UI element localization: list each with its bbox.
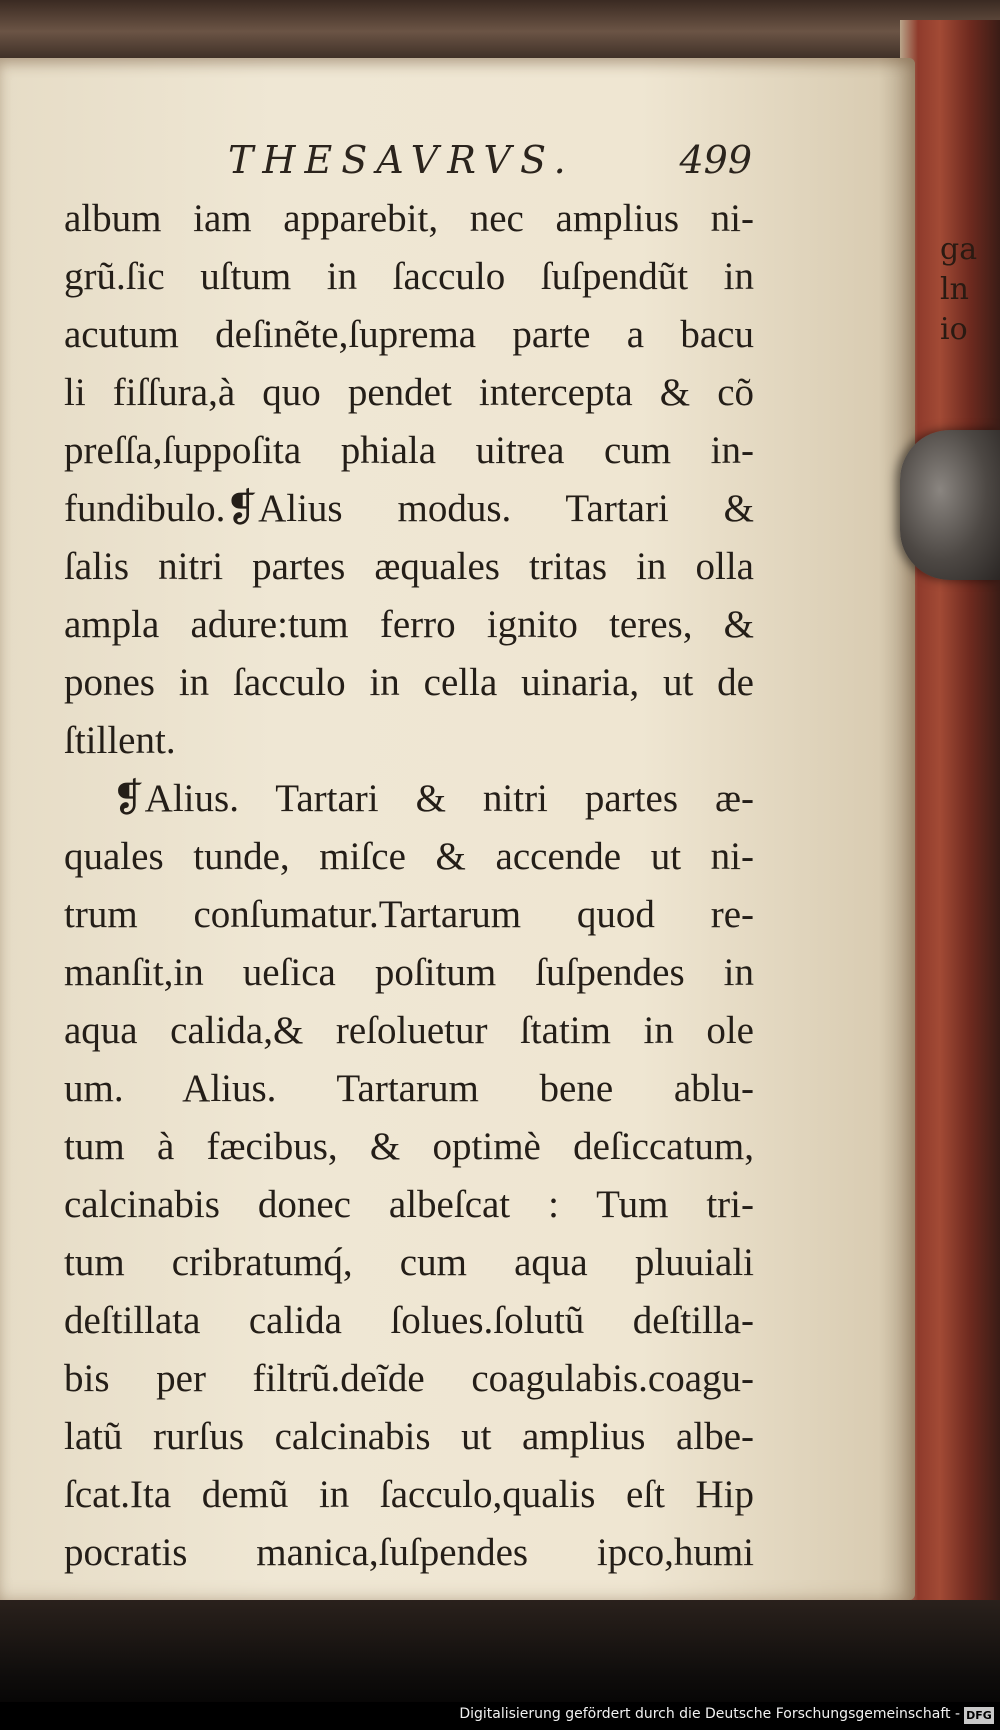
text-line: li fiſſura,à quo pendet intercepta & cõ [64, 371, 754, 414]
footer-bar [0, 1702, 1000, 1730]
page-number: 499 [679, 138, 752, 182]
text-line: preſſa,ſuppoſita phiala uitrea cum in- [64, 429, 754, 472]
text-line: acutum deſinẽte,ſuprema parte a bacu [64, 313, 754, 356]
running-title: THESAVRVS. [228, 138, 575, 182]
fore-edge-line: ga [940, 232, 978, 267]
text-line: quales tunde, miſce & accende ut ni- [64, 835, 754, 878]
fore-edge-line: ln [940, 272, 969, 307]
text-line: bis per filtrũ.deĩde coagulabis.coagu- [64, 1357, 754, 1400]
text-line: tum à fæcibus, & optimè deſiccatum, [64, 1125, 754, 1168]
fore-edge-text [940, 230, 1000, 350]
text-line: ſcat.Ita demũ in ſacculo,qualis eſt Hip [64, 1473, 754, 1516]
dfg-logo: DFG [964, 1707, 994, 1724]
text-line: ſtillent. [64, 719, 176, 762]
text-line: manſit,in ueſica poſitum ſuſpendes in [64, 951, 754, 994]
text-line: calcinabis donec albeſcat : Tum tri- [64, 1183, 754, 1226]
text-line: ſalis nitri partes æquales tritas in olla [64, 545, 754, 588]
metal-clasp [900, 430, 1000, 580]
text-line: ampla adure:tum ferro ignito teres, & [64, 603, 754, 646]
footer-credit: Digitalisierung gefördert durch die Deutsche Forschungsgemeinschaft - [459, 1706, 960, 1722]
text-line: tum cribratumq́, cum aqua pluuiali [64, 1241, 754, 1284]
text-line: grũ.ſic uſtum in ſacculo ſuſpendũt in [64, 255, 754, 298]
text-line: album iam apparebit, nec amplius ni- [64, 197, 754, 240]
running-head [62, 138, 752, 188]
text-line: latũ rurſus calcinabis ut amplius albe- [64, 1415, 754, 1458]
text-line: ❡Alius. Tartari & nitri partes æ- [112, 777, 754, 820]
text-line: deſtillata calida ſolues.ſolutũ deſtilla- [64, 1299, 754, 1342]
text-line: um. Alius. Tartarum bene ablu- [64, 1067, 754, 1110]
text-line: fundibulo.❡Alius modus. Tartari & [64, 487, 754, 530]
text-line: trum conſumatur.Tartarum quod re- [64, 893, 754, 936]
text-line: aqua calida,& reſoluetur ſtatim in ole [64, 1009, 754, 1052]
text-block [64, 190, 754, 1582]
fore-edge-line: io [940, 312, 968, 347]
text-line: pocratis manica,ſuſpendes ipco,humi [64, 1531, 754, 1574]
text-line: pones in ſacculo in cella uinaria, ut de [64, 661, 754, 704]
